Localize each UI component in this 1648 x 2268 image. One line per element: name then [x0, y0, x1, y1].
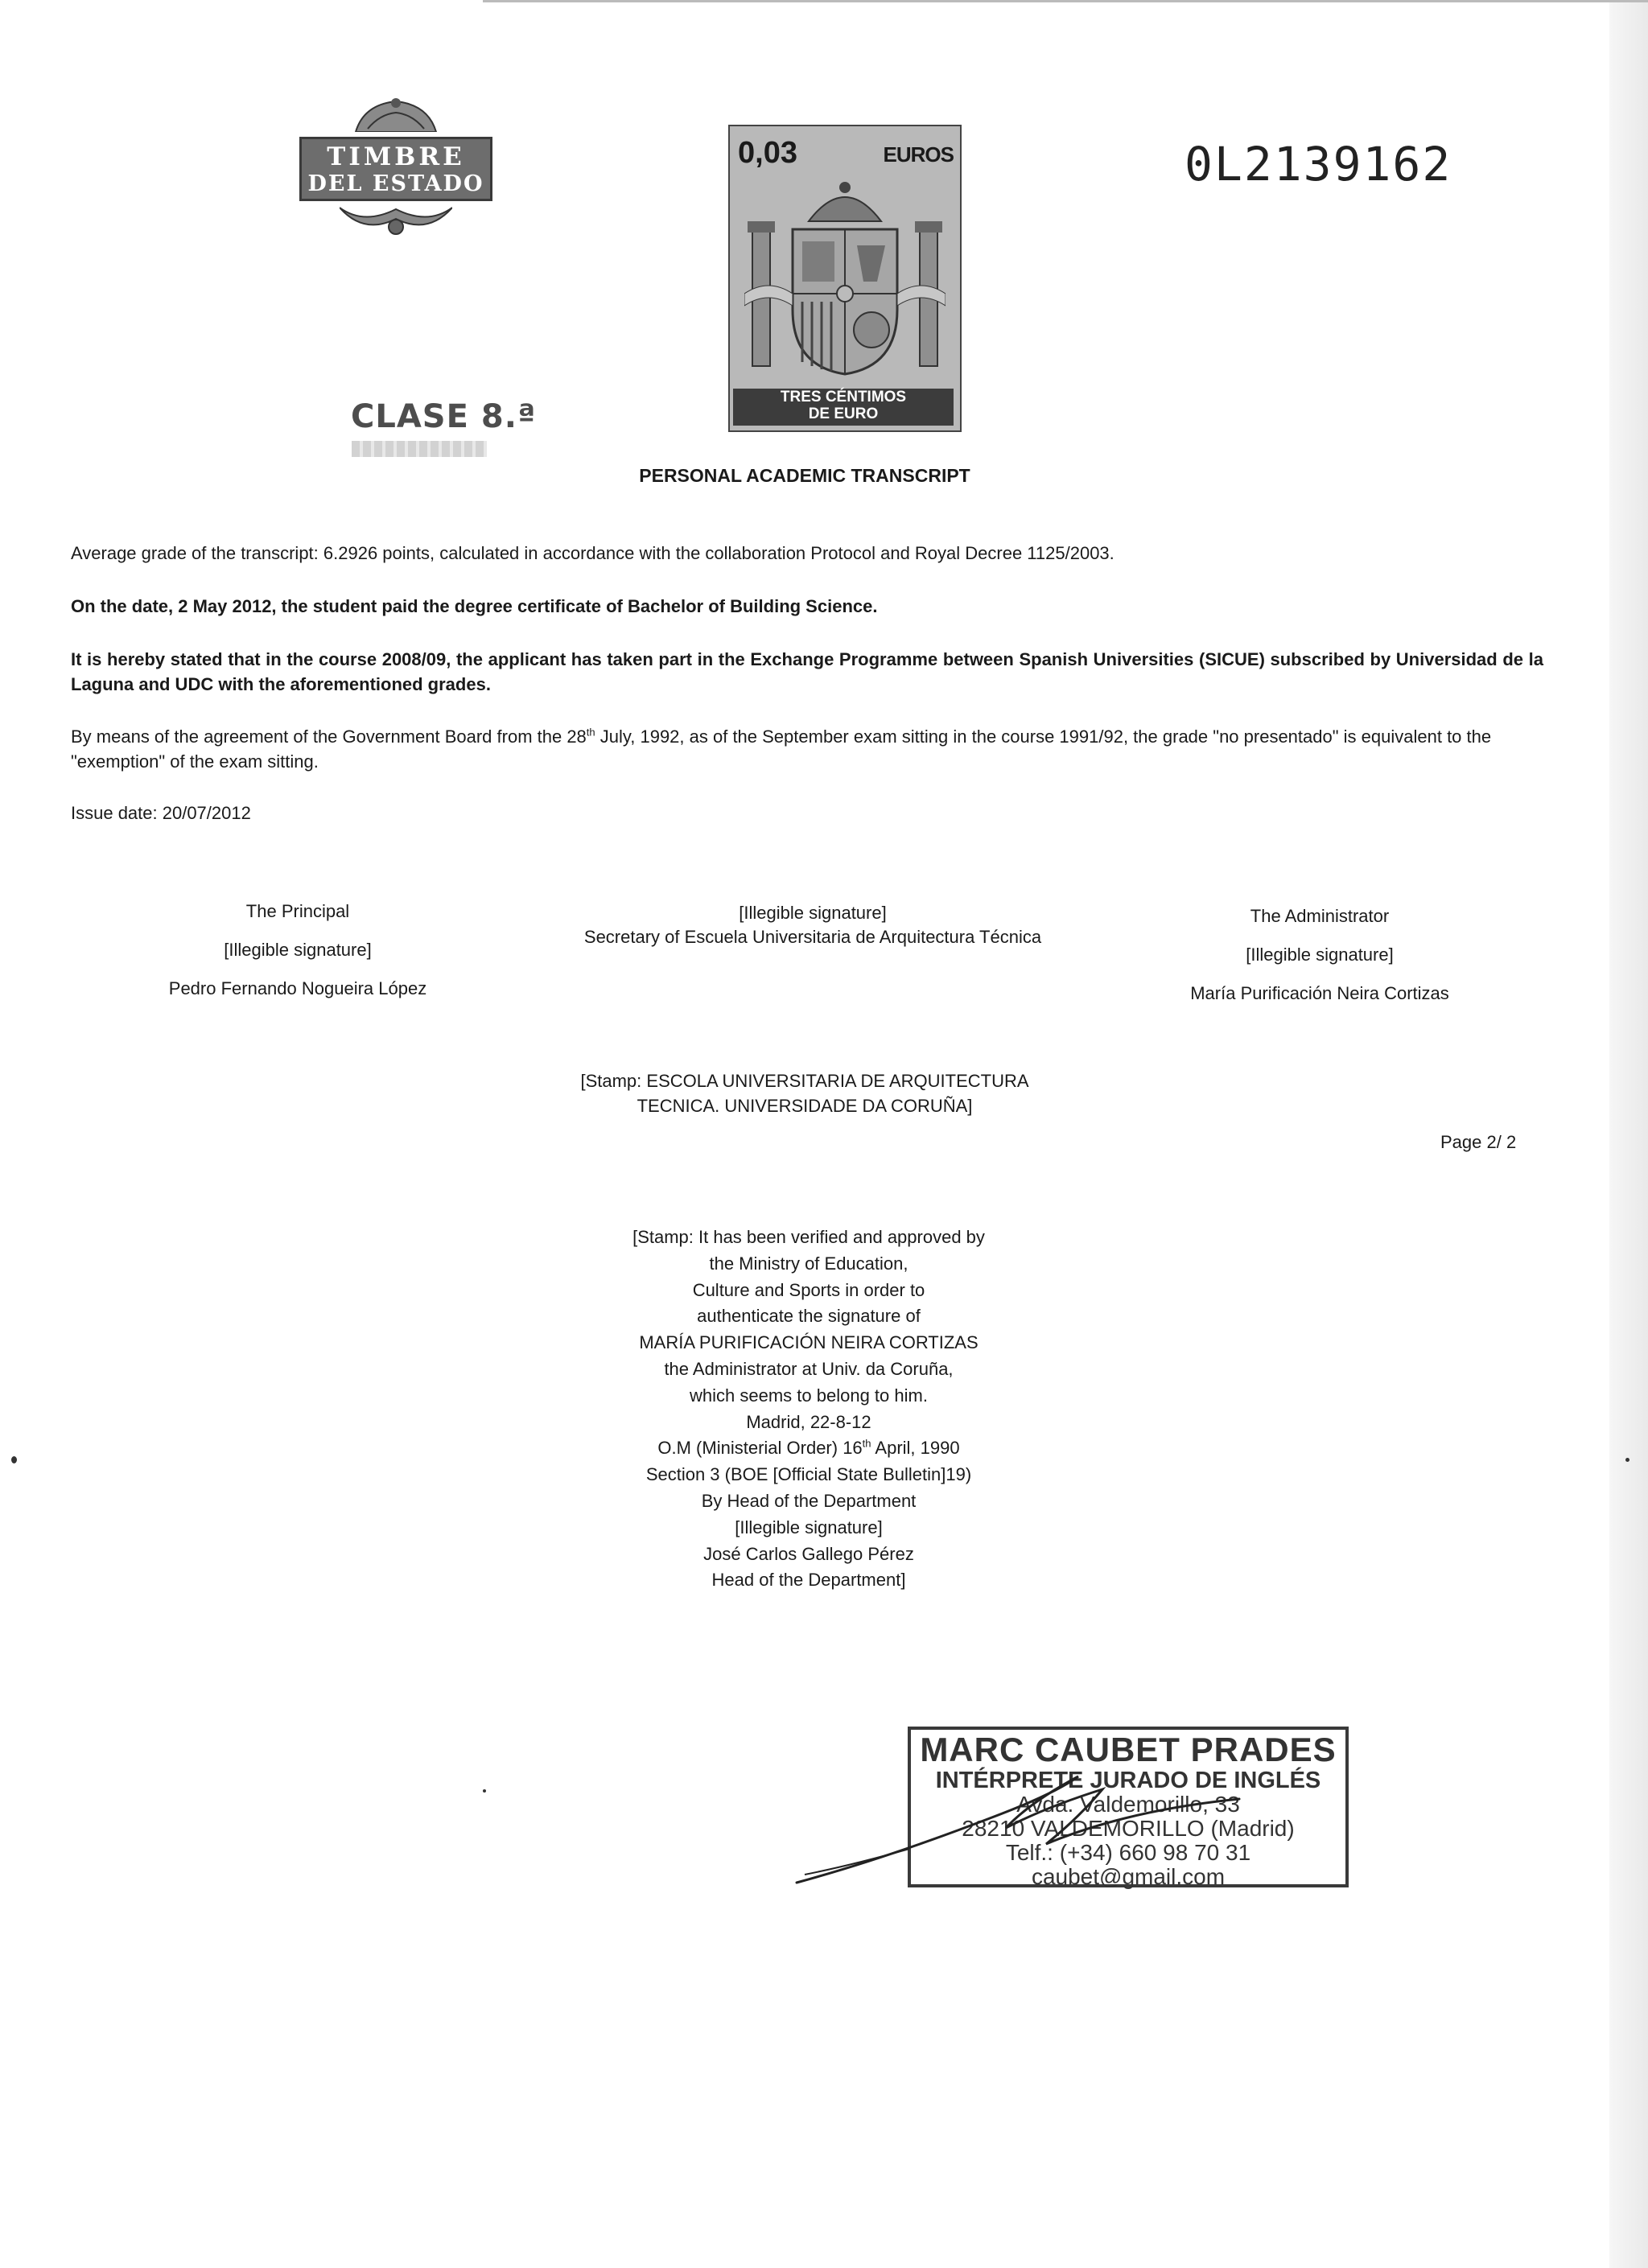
ministerial-order-ordinal: th — [862, 1438, 871, 1451]
page-edge-shadow — [1609, 0, 1648, 2268]
ministerial-order-end: April, 1990 — [871, 1438, 960, 1459]
ministry-stamp-note — [563, 1225, 1054, 1594]
postage-stamp — [728, 125, 962, 434]
ministry-line: authenticate the signature of — [697, 1306, 921, 1327]
scan-top-edge — [483, 0, 1648, 2]
principal-signature: [Illegible signature] — [224, 940, 372, 960]
ministerial-order-start: O.M (Ministerial Order) 16 — [657, 1438, 863, 1459]
timbre-del-estado-emblem — [299, 97, 492, 241]
government-agreement-paragraph — [71, 724, 1543, 774]
agreement-text-start: By means of the agreement of the Government Board from the 28 — [71, 727, 587, 747]
translator-address-2: 28210 VALDEMORILLO (Madrid) — [962, 1816, 1295, 1841]
scan-speck — [1625, 1458, 1629, 1462]
scroll-ornament-icon — [340, 203, 452, 238]
principal-signature-block — [137, 899, 459, 1015]
coat-of-arms-icon — [744, 173, 946, 382]
ministry-line: Head of the Department] — [711, 1570, 906, 1591]
ministry-line — [563, 1435, 1054, 1462]
administrator-title: The Administrator — [1250, 906, 1390, 926]
stamp-band-line-2: DE EURO — [808, 405, 879, 422]
principal-title: The Principal — [245, 901, 350, 921]
escola-stamp-line-1: [Stamp: ESCOLA UNIVERSITARIA DE ARQUITECTURA — [580, 1071, 1029, 1091]
serial-number: 0L2139162 — [1184, 137, 1452, 191]
stamp-currency: EUROS — [883, 142, 954, 167]
escola-stamp-line-2: TECNICA. UNIVERSIDADE DA CORUÑA] — [637, 1096, 973, 1116]
clase-label: CLASE 8.ª — [351, 398, 537, 435]
administrator-signature: [Illegible signature] — [1246, 945, 1394, 965]
exchange-programme-paragraph: It is hereby stated that in the course 2008/09, the applicant has taken part in the Exchange Programme between Spanish Universities (SICUE) subscribed by Universidad de la Laguna and UDC with the aforementioned grades. — [71, 649, 1543, 694]
ministry-line: Madrid, 22-8-12 — [746, 1411, 871, 1432]
clase-security-strip — [352, 441, 487, 457]
issue-date: Issue date: 20/07/2012 — [71, 803, 251, 823]
ministry-line: MARÍA PURIFICACIÓN NEIRA CORTIZAS — [639, 1332, 978, 1353]
escola-stamp-note — [531, 1068, 1078, 1118]
stamp-band-line-1: TRES CÉNTIMOS — [780, 389, 907, 405]
handwritten-signature-icon — [789, 1754, 1304, 1891]
agreement-ordinal: th — [586, 726, 595, 739]
page-number: Page 2/ 2 — [1440, 1132, 1517, 1152]
timbre-line-1: TIMBRE — [327, 142, 465, 171]
ministry-line: By Head of the Department — [701, 1490, 917, 1511]
ministry-line: the Administrator at Univ. da Coruña, — [664, 1358, 954, 1379]
stamp-value-band — [733, 389, 954, 426]
degree-certificate-paragraph: On the date, 2 May 2012, the student paid the degree certificate of Bachelor of Building Science. — [71, 596, 878, 616]
scan-speck — [11, 1456, 17, 1463]
secretary-signature-block — [555, 901, 1070, 949]
ministry-line: Culture and Sports in order to — [692, 1279, 925, 1300]
stamp-value: 0,03 — [738, 136, 797, 170]
translator-role: INTÉRPRETE JURADO DE INGLÉS — [935, 1768, 1321, 1793]
translator-name: MARC CAUBET PRADES — [920, 1731, 1337, 1768]
administrator-signature-block — [1127, 904, 1513, 1020]
ministry-line: Section 3 (BOE [Official State Bulletin]19) — [645, 1464, 972, 1485]
secretary-title: Secretary of Escuela Universitaria de Arquitectura Técnica — [583, 927, 1042, 947]
timbre-plate — [299, 137, 492, 201]
ministry-line: José Carlos Gallego Pérez — [703, 1543, 914, 1564]
ministry-line: the Ministry of Education, — [709, 1253, 908, 1274]
scan-speck — [483, 1789, 486, 1793]
average-grade-paragraph: Average grade of the transcript: 6.2926 points, calculated in accordance with the collaboration Protocol and Royal Decree 1125/2003. — [71, 543, 1114, 563]
translator-address-1: Avda. Valdemorillo, 33 — [1016, 1792, 1240, 1817]
ministry-line: which seems to belong to him. — [690, 1385, 928, 1406]
timbre-line-2: DEL ESTADO — [307, 171, 484, 196]
translator-phone: Telf.: (+34) 660 98 70 31 — [1005, 1840, 1251, 1865]
administrator-name: María Purificación Neira Cortizas — [1190, 983, 1449, 1003]
crown-ornament-icon — [348, 97, 444, 132]
ministry-line: [Illegible signature] — [735, 1517, 883, 1537]
principal-name: Pedro Fernando Nogueira López — [168, 978, 427, 998]
document-title: PERSONAL ACADEMIC TRANSCRIPT — [639, 465, 970, 486]
translator-email: caubet@gmail.com — [1031, 1864, 1226, 1889]
agreement-text-end: July, 1992, as of the September exam sitting in the course 1991/92, the grade "no presentado" is equivalent to the "exemption" of the exam sitting. — [71, 727, 1492, 772]
ministry-line: [Stamp: It has been verified and approved by — [632, 1227, 985, 1247]
secretary-signature: [Illegible signature] — [739, 903, 887, 923]
